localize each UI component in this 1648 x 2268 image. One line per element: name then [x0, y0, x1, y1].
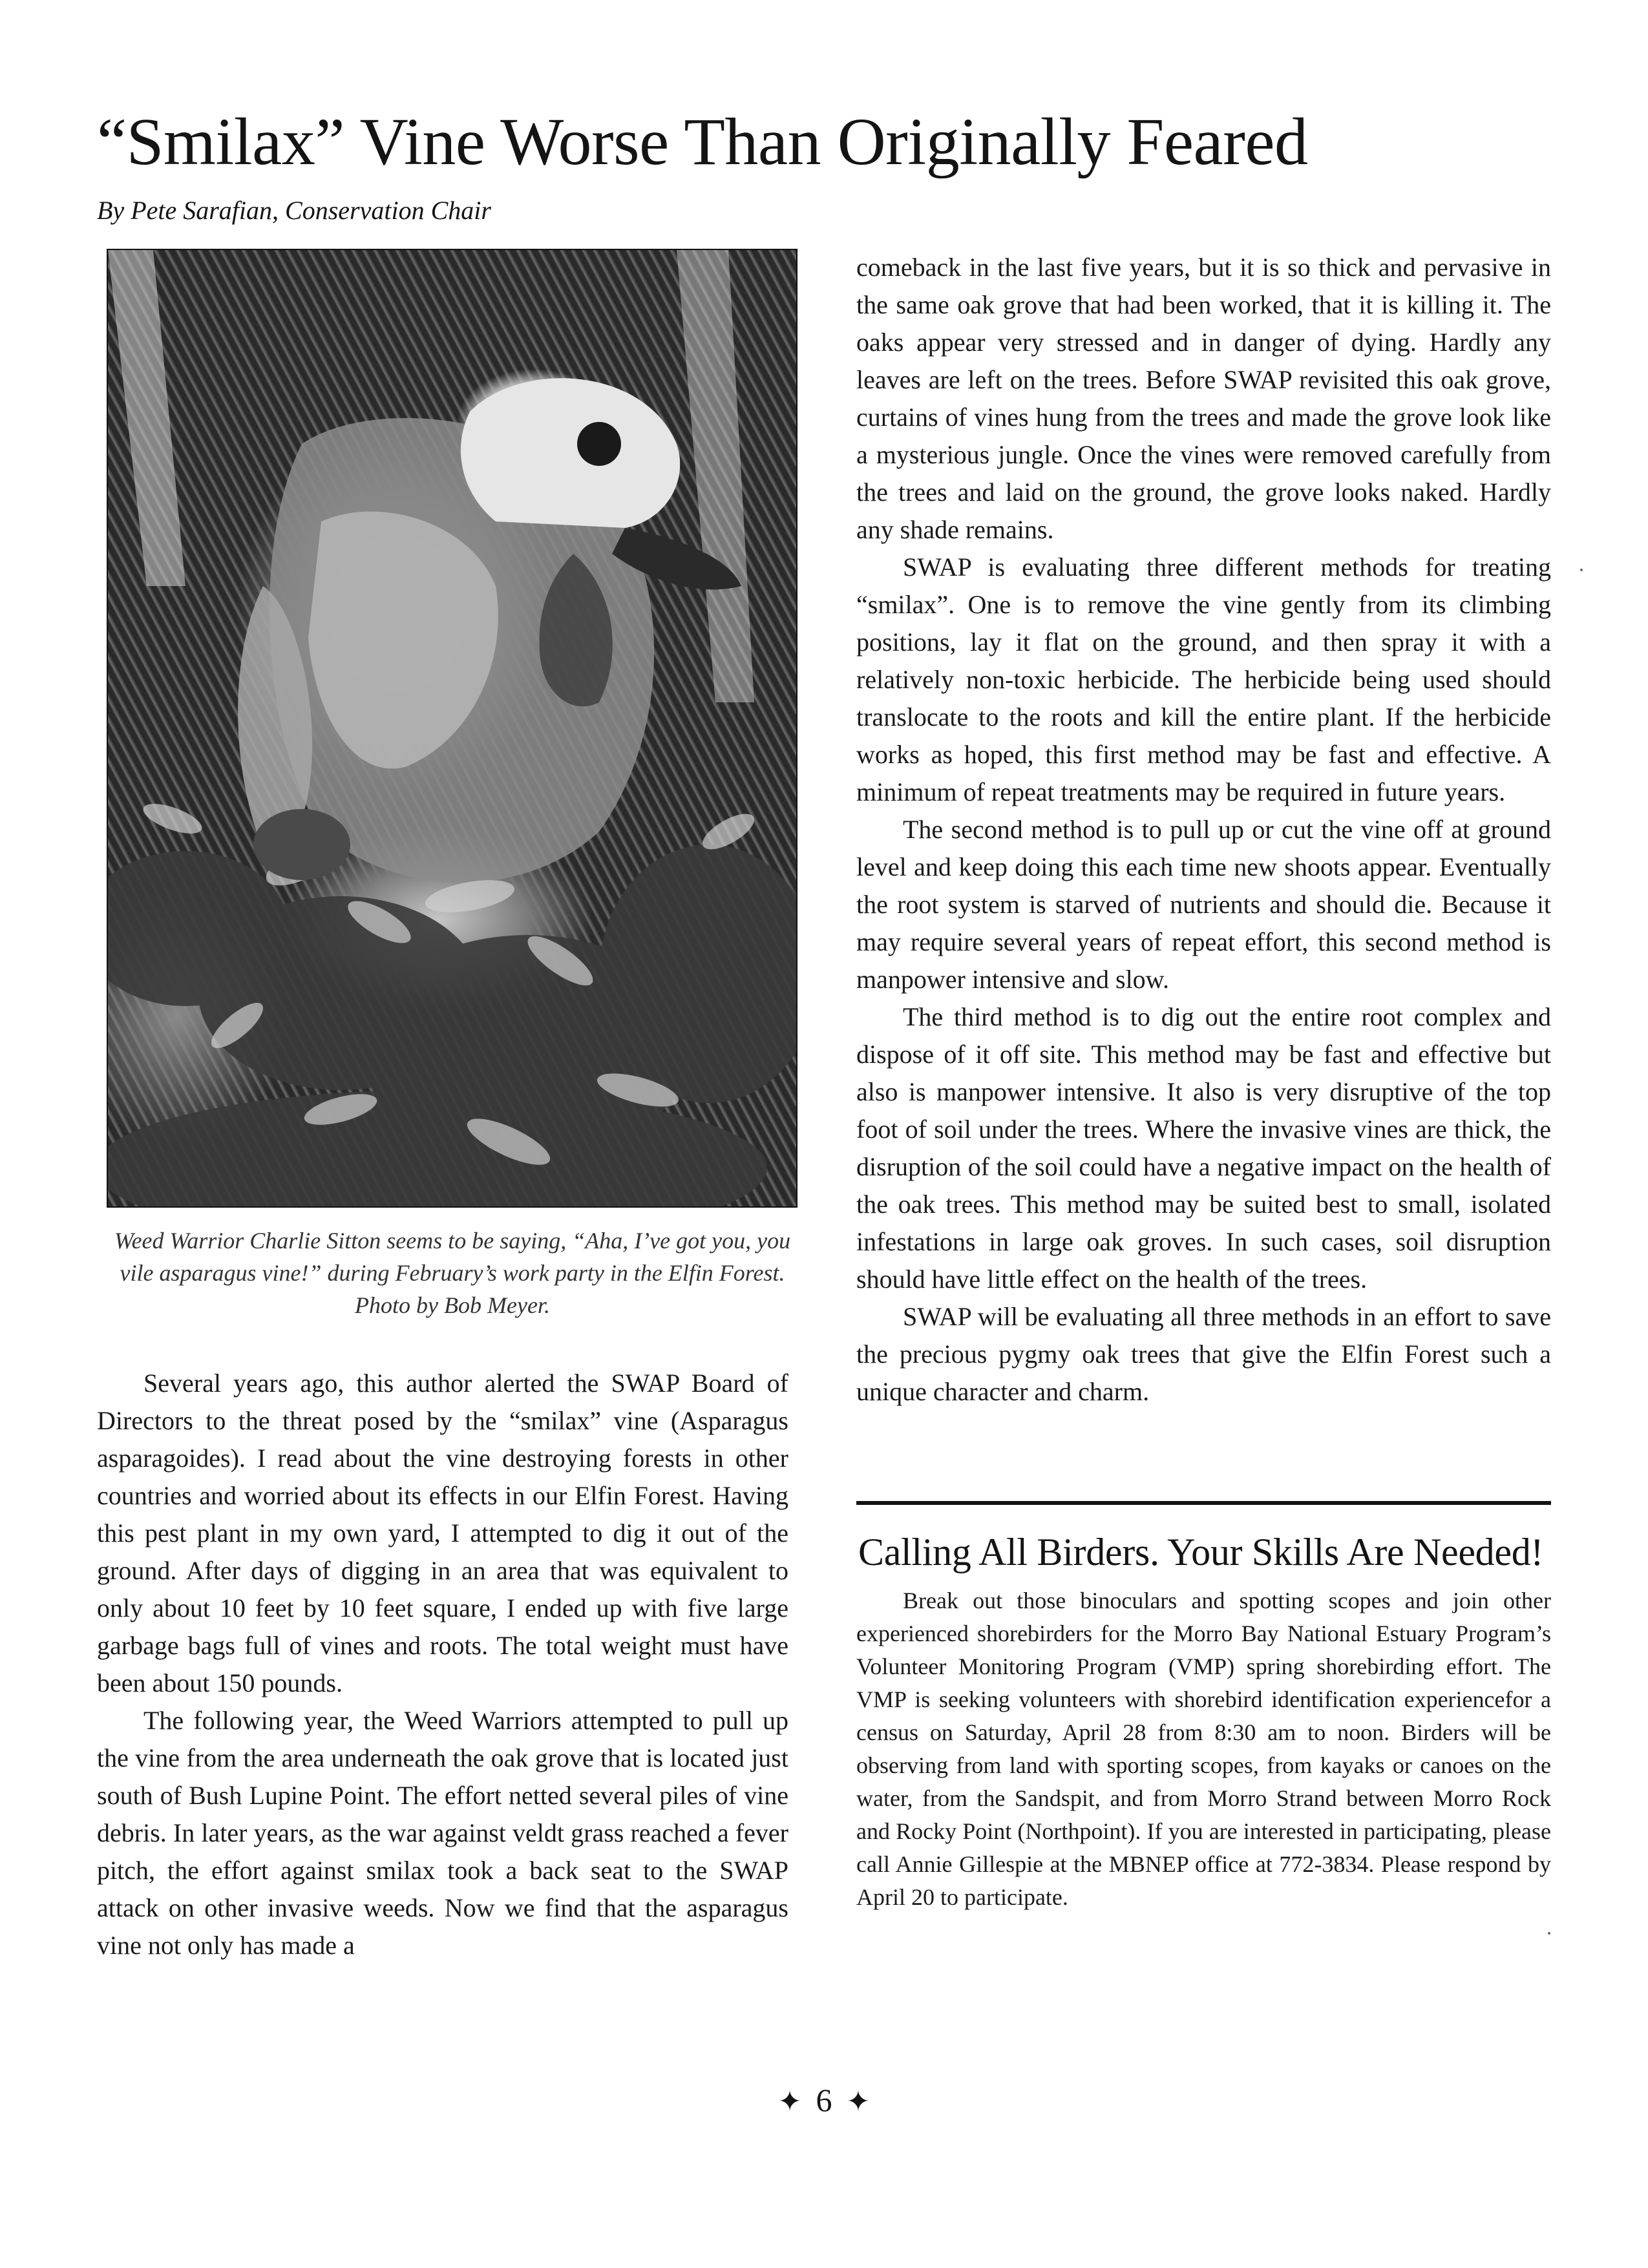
- sidebar-body: [856, 1584, 1551, 1914]
- article-byline: By Pete Sarafian, Conservation Chair: [97, 196, 491, 225]
- body-paragraph: Several years ago, this author alerted the SWAP Board of Directors to the threat posed by the “smilax” vine (Asparagus asparagoides). I read about the vine destroying forests in other countries and worried about its effects in our Elfin Forest. Having this pest plant in my own yard, I attempted to dig it out of the ground. After days of digging in an area that was equivalent to only about 10 feet by 10 feet square, I ended up with five large garbage bags full of vines and roots. The total weight must have been about 150 pounds.: [97, 1369, 788, 1697]
- scan-speck: [1548, 1932, 1550, 1935]
- caption-line: vile asparagus vine!” during February’s work party in the Elfin Forest.: [120, 1260, 785, 1286]
- photo-caption: [97, 1224, 808, 1321]
- left-column: [97, 1365, 788, 1964]
- body-paragraph: The second method is to pull up or cut the vine off at ground level and keep doing this each time new shoots appear. Eventually the root system is starved of nutrients and should die. Because it may require several years of repeat effort, this second method is manpower intensive and slow.: [856, 815, 1551, 994]
- page-number: 6: [816, 2082, 832, 2118]
- body-paragraph: The third method is to dig out the entire root complex and dispose of it off site. This method may be fast and effective but also is manpower intensive. It also is very disruptive of the top foot of soil under the trees. Where the invasive vines are thick, the disruption of the soil could have a negative impact on the health of the oak trees. This method may be suited best to small, isolated infestations in large oak groves. In such cases, soil disruption should have little effect on the health of the trees.: [856, 1002, 1551, 1294]
- page-footer: [695, 2077, 953, 2125]
- scan-speck: [1580, 569, 1583, 571]
- caption-credit: Photo by Bob Meyer.: [355, 1292, 550, 1318]
- ornament-right: ✦: [846, 2086, 871, 2117]
- body-paragraph: SWAP is evaluating three different methods for treating “smilax”. One is to remove the vine gently from its climbing positions, lay it flat on the ground, and then spray it with a relatively non-toxic herbicide. The herbicide being used should translocate to the roots and kill the entire plant. If the herbicide works as hoped, this first method may be fast and effective. A minimum of repeat treatments may be required in future years.: [856, 552, 1551, 806]
- ornament-left: ✦: [777, 2086, 802, 2117]
- section-divider: [856, 1501, 1551, 1505]
- article-title: “Smilax” Vine Worse Than Originally Feared: [97, 105, 1308, 179]
- body-paragraph: SWAP will be evaluating all three methods in an effort to save the precious pygmy oak trees that give the Elfin Forest such a unique character and charm.: [856, 1302, 1551, 1406]
- body-paragraph: The following year, the Weed Warriors attempted to pull up the vine from the area underneath the oak grove that is located just south of Bush Lupine Point. The effort netted several piles of vine debris. In later years, as the war against veldt grass reached a fever pitch, the effort against smilax took a back seat to the SWAP attack on other invasive weeds. Now we find that the asparagus vine not only has made a: [97, 1706, 788, 1960]
- right-column: [856, 249, 1551, 1411]
- sidebar-heading: Calling All Birders. Your Skills Are Needed!: [858, 1531, 1544, 1573]
- article-photo: [107, 249, 798, 1208]
- photo-illustration: [108, 250, 796, 1206]
- body-paragraph-continued: comeback in the last five years, but it is so thick and pervasive in the same oak grove that had been worked, that it is killing it. The oaks appear very stressed and in danger of dying. Hardly any leaves are left on the trees. Before SWAP revisited this oak grove, curtains of vines hung from the trees and made the grove look like a mysterious jungle. Once the vines were removed carefully from the trees and laid on the ground, the grove looks naked. Hardly any shade remains.: [856, 253, 1551, 544]
- sidebar-paragraph: Break out those binoculars and spotting scopes and join other experienced shorebirders for the Morro Bay National Estuary Program’s Volunteer Monitoring Program (VMP) spring shorebirding effort. The VMP is seeking volunteers with shorebird identification experiencefor a census on Saturday, April 28 from 8:30 am to noon. Birders will be observing from land with sporting scopes, from kayaks or canoes on the water, from the Sandspit, and from Morro Strand between Morro Rock and Rocky Point (Northpoint). If you are interested in participating, please call Annie Gillespie at the MBNEP office at 772-3834. Please respond by April 20 to participate.: [856, 1588, 1551, 1910]
- caption-line: Weed Warrior Charlie Sitton seems to be saying, “Aha, I’ve got you, you: [114, 1228, 791, 1254]
